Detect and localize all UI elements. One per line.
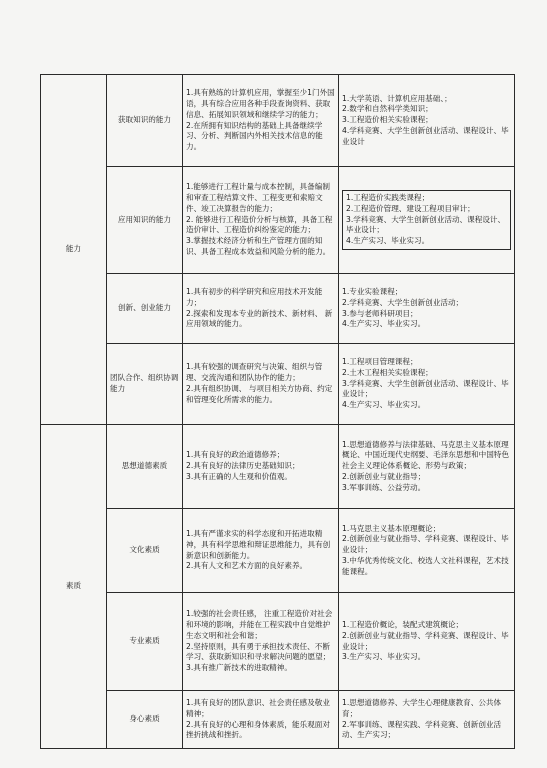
table-row — [41, 75, 515, 167]
course-cell — [339, 274, 515, 344]
requirement-item: 1.能够进行工程计量与成本控制，具备编制和审查工程结算文件、工程变更和索赔文件、竣工决算报告的能力； — [186, 182, 330, 213]
course-cell — [339, 425, 515, 509]
requirement-cell — [183, 509, 339, 593]
course-box — [342, 190, 511, 250]
requirement-cell — [183, 274, 339, 344]
course-item: 2.学科竞赛、大学生创新创业活动； — [342, 297, 464, 307]
subcategory-cell: 团队合作、组织协调能力 — [107, 344, 183, 425]
course-item: 4.学科竞赛、大学生创新创业活动、课程设计、毕业设计 — [342, 125, 509, 146]
category-cell-ability: 能力 — [41, 75, 107, 425]
course-item: 3.军事训练、公益劳动。 — [342, 482, 426, 492]
requirement-cell — [183, 593, 339, 691]
requirement-item: 2.探索和发现本专业的新技术、新材料、 新应用领域的能力。 — [186, 308, 333, 329]
course-item: 3.生产实习、毕业实习。 — [342, 652, 426, 662]
course-item: 1.马克思主义基本原理概论； — [342, 523, 441, 533]
course-item: 2.创新创业与就业指导； — [342, 471, 426, 481]
table-row — [41, 425, 515, 509]
course-item: 1.工程造价实践类课程； — [346, 193, 430, 203]
course-cell — [339, 593, 515, 691]
requirement-item: 1.具有良好的团队意识、社会责任感及敬业精神； — [186, 697, 330, 718]
requirement-item: 2.具有良好的法律历史基础知识； — [186, 461, 300, 471]
requirement-cell — [183, 425, 339, 509]
course-item: 1.专业实验课程； — [342, 286, 403, 296]
course-item: 1.思想道德修养与法律基础、马克思主义基本原理概论、中国近现代史纲要、毛泽东思想和中国特色社会主义理论体系概论、形势与政策； — [342, 439, 510, 471]
subcategory-cell: 身心素质 — [107, 691, 183, 749]
course-item: 1.工程项目管理课程； — [342, 357, 418, 367]
requirement-item: 1.较强的社会责任感， 注重工程造价对社会和环境的影响，并能在工程实践中自觉维护生态文明和社会和谐； — [186, 609, 333, 640]
table-row — [41, 593, 515, 691]
course-item: 3.学科竞赛、大学生创新创业活动、课程设计、毕业设计； — [342, 378, 509, 399]
course-item: 1.大学英语、计算机应用基础、； — [342, 93, 452, 103]
course-item: 3.工程造价相关实验课程； — [342, 115, 433, 125]
requirement-item: 2.在所拥有知识结构的基础上具备继续学习、分析、判断国内外相关技术信息的能力。 — [186, 120, 323, 152]
course-item: 4.生产实习、毕业实习。 — [342, 400, 426, 410]
course-item: 2.创新创业与就业指导、学科竞赛、课程设计、毕业设计； — [342, 534, 509, 555]
subcategory-cell: 思想道德素质 — [107, 425, 183, 509]
requirement-cell — [183, 75, 339, 167]
requirement-item: 3.掌握技术经济分析和生产管理方面的知识、具备工程成本效益和风险分析的能力。 — [186, 236, 331, 256]
course-item: 3.中华优秀传统文化、校选人文社科课程，艺术技能课程。 — [342, 555, 509, 576]
course-item: 2.军事训练、课程实践、学科竞赛、创新创业活动、生产实习； — [342, 719, 502, 740]
requirement-cell — [183, 167, 339, 274]
table-row — [41, 509, 515, 593]
course-cell — [339, 167, 515, 274]
course-cell — [339, 691, 515, 749]
requirement-item: 1.具有初步的科学研究和应用技术开发能力； — [186, 286, 323, 307]
course-item: 2.数学和自然科学类知识； — [342, 104, 433, 114]
requirement-item: 2.具有良好的心理和身体素质，能乐观面对挫折挑战和挫折。 — [186, 719, 330, 740]
course-item: 3.参与老师科研项目； — [342, 308, 418, 318]
table-row — [41, 691, 515, 749]
subcategory-cell: 文化素质 — [107, 509, 183, 593]
table-row — [41, 274, 515, 344]
course-cell — [339, 344, 515, 425]
course-item: 2.创新创业与就业指导、学科竞赛、课程设计、毕业设计； — [342, 630, 509, 651]
requirement-item: 1.具有严谨求实的科学态度和开拓进取精神，具有科学思维和辩证思维能力，具有创新意识和创新能力。 — [186, 528, 331, 560]
course-item: 3.学科竞赛、大学生创新创业活动、课程设计、毕业设计； — [346, 214, 506, 235]
course-item: 2.土木工程相关实验课程； — [342, 367, 433, 377]
requirement-item: 1.具有熟练的计算机应用，掌握至少1门外国语，具有综合应用各种手段查询资料、获取信息、拓展知识领域和继续学习的能力； — [186, 88, 335, 119]
category-cell-quality: 素质 — [41, 425, 107, 749]
requirement-item: 2.坚持原则，具有勇于承担技术责任、不断学习、获取新知识和寻求解决问题的愿望； — [186, 641, 331, 662]
course-item: 1.思想道德修养、大学生心理健康教育、公共体育； — [342, 697, 502, 718]
requirements-table — [40, 74, 515, 749]
subcategory-cell: 获取知识的能力 — [107, 75, 183, 167]
requirement-item: 2.具有人文和艺术方面的良好素养。 — [186, 561, 308, 571]
requirement-item: 3.具有正确的人生观和价值观。 — [186, 471, 292, 481]
course-item: 4.生产实习、毕业实习。 — [342, 319, 426, 329]
course-item: 2.工程造价管理、建设工程项目审计； — [346, 203, 475, 213]
course-cell — [339, 509, 515, 593]
subcategory-cell: 创新、创业能力 — [107, 274, 183, 344]
requirement-item: 2.具有组织协调、 与项目相关方协商、约定和管理变化所需求的能力。 — [186, 384, 333, 404]
requirement-item: 2. 能够进行工程造价分析与核算，具备工程造价审计、工程造价纠纷鉴定的能力； — [186, 214, 333, 235]
table-row — [41, 344, 515, 425]
course-item: 1.工程造价概论，装配式建筑概论； — [342, 619, 464, 629]
requirement-item: 3.具有推广新技术的进取精神。 — [186, 663, 292, 673]
requirement-item: 1.具有良好的政治道德修养； — [186, 450, 285, 460]
subcategory-cell: 应用知识的能力 — [107, 167, 183, 274]
subcategory-cell: 专业素质 — [107, 593, 183, 691]
requirement-cell — [183, 344, 339, 425]
table-row — [41, 167, 515, 274]
course-item: 4.生产实习、毕业实习。 — [346, 236, 430, 246]
requirement-item: 1.具有较强的调查研究与决策、组织与管理、交流沟通和团队协作的能力； — [186, 362, 323, 383]
requirement-cell — [183, 691, 339, 749]
course-cell — [339, 75, 515, 167]
